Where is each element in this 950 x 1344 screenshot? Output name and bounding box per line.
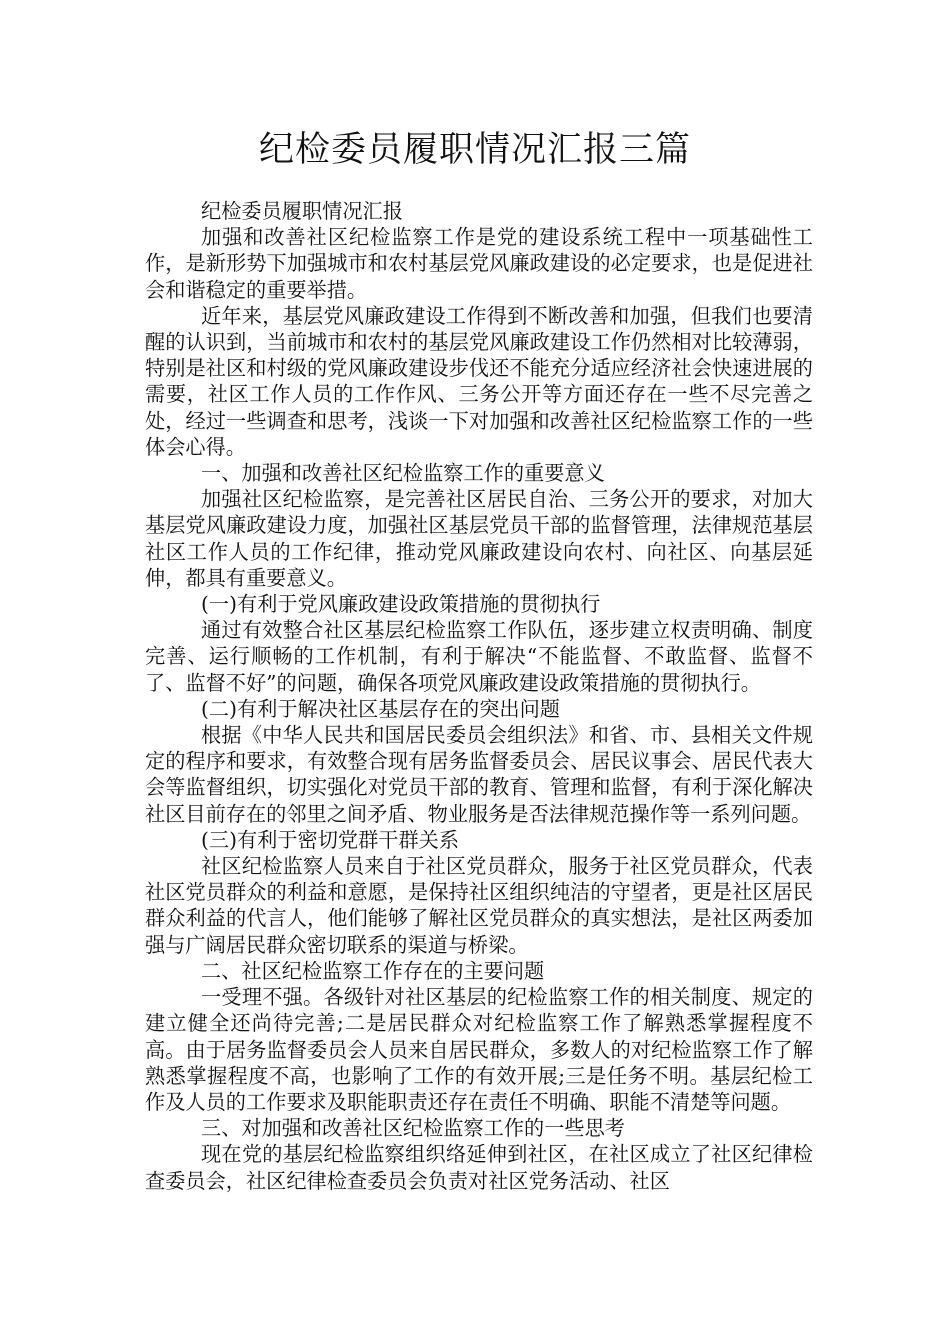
document-title: 纪检委员履职情况汇报三篇 xyxy=(258,130,691,170)
body-paragraph: 加强和改善社区纪检监察工作是党的建设系统工程中一项基础性工作，是新形势下加强城市和农村基层党风廉政建设的必定要求，也是促进社会和谐稳定的重要举措。 xyxy=(145,225,813,302)
body-paragraph: 近年来，基层党风廉政建设工作得到不断改善和加强，但我们也要清醒的认识到，当前城市和农村的基层党风廉政建设工作仍然相对比较薄弱，特别是社区和村级的党风廉政建设步伐还不能充分适应经济社会快速进展的需要，社区工作人员的工作作风、三务公开等方面还存在一些不尽完善之处，经过一些调查和思考，浅谈一下对加强和改善社区纪检监察工作的一些体会心得。 xyxy=(145,303,813,459)
body-paragraph: 现在党的基层纪检监察组织络延伸到社区，在社区成立了社区纪律检查委员会，社区纪律检查委员会负责对社区党务活动、社区 xyxy=(145,1142,813,1193)
section-heading: 三、对加强和改善社区纪检监察工作的一些思考 xyxy=(201,1116,625,1141)
body-paragraph: 一受理不强。各级针对社区基层的纪检监察工作的相关制度、规定的建立健全还尚待完善;二是居民群众对纪检监察工作了解熟悉掌握程度不高。由于居务监督委员会人员来自居民群众，多数人的对纪检监察工作了解熟悉掌握程度不高，也影响了工作的有效开展;三是任务不明。基层纪检工作及人员的工作要求及职能职责还存在责任不明确、职能不清楚等问题。 xyxy=(145,985,813,1114)
subsection-heading: (二)有利于解决社区基层存在的突出问题 xyxy=(201,696,560,721)
section-heading: 二、社区纪检监察工作存在的主要问题 xyxy=(201,958,545,983)
body-paragraph: 加强社区纪检监察，是完善社区居民自治、三务公开的要求，对加大基层党风廉政建设力度，加强社区基层党员干部的监督管理，法律规范基层社区工作人员的工作纪律，推动党风廉政建设向农村、向社区、向基层延伸，都具有重要意义。 xyxy=(145,487,813,590)
section-heading: 一、加强和改善社区纪检监察工作的重要意义 xyxy=(201,461,605,486)
body-paragraph: 根据《中华人民共和国居民委员会组织法》和省、市、县相关文件规定的程序和要求，有效整合现有居务监督委员会、居民议事会、居民代表大会等监督组织，切实强化对党员干部的教育、管理和监督，有利于深化解决社区目前存在的邻里之间矛盾、物业服务是否法律规范操作等一系列问题。 xyxy=(145,723,813,826)
subtitle-paragraph: 纪检委员履职情况汇报 xyxy=(201,199,403,223)
subsection-heading: (一)有利于党风廉政建设政策措施的贯彻执行 xyxy=(201,592,601,617)
document-body xyxy=(145,198,813,1194)
subsection-heading: (三)有利于密切党群干群关系 xyxy=(201,827,460,852)
body-paragraph: 社区纪检监察人员来自于社区党员群众，服务于社区党员群众，代表社区党员群众的利益和意愿，是保持社区组织纯洁的守望者，更是社区居民群众利益的代言人，他们能够了解社区党员群众的真实想法，是社区两委加强与广阔居民群众密切联系的渠道与桥梁。 xyxy=(145,854,813,957)
body-paragraph: 通过有效整合社区基层纪检监察工作队伍，逐步建立权责明确、制度完善、运行顺畅的工作机制，有利于解决“不能监督、不敢监督、监督不了、监督不好”的问题，确保各项党风廉政建设政策措施的贯彻执行。 xyxy=(145,618,813,695)
